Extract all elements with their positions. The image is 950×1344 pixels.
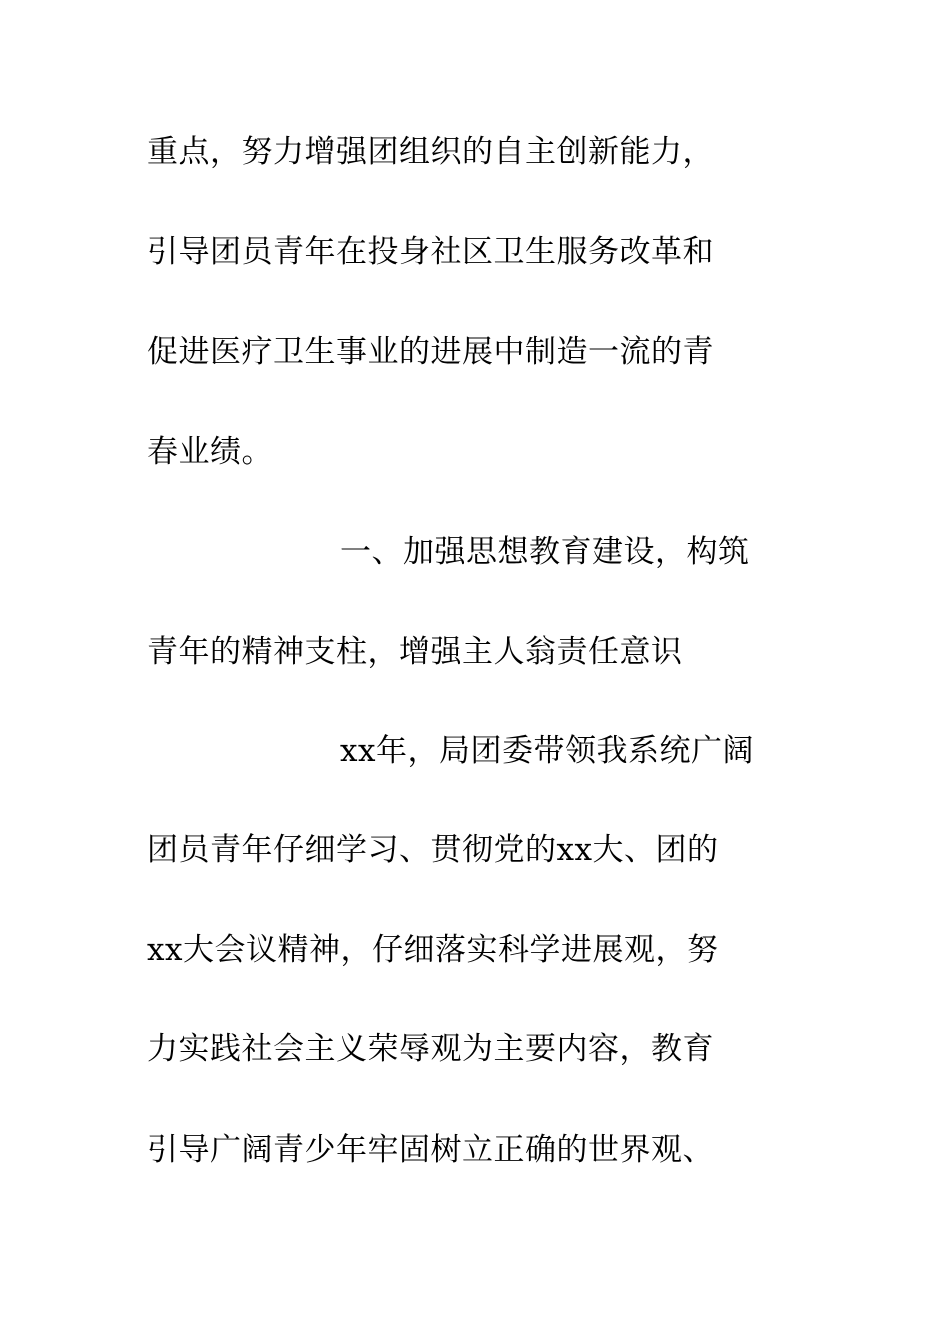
text-line-3: 促进医疗卫生事业的进展中制造一流的青: [147, 334, 714, 370]
paragraph-line-1: xx年，局团委带领我系统广阔: [340, 733, 754, 769]
text-line-1: 重点，努力增强团组织的自主创新能力，: [147, 134, 714, 170]
paragraph-line-5: 引导广阔青少年牢固树立正确的世界观、: [147, 1132, 714, 1168]
section-heading-line-1: 一、加强思想教育建设，构筑: [340, 534, 750, 570]
paragraph-line-2: 团员青年仔细学习、贯彻党的xx大、团的: [147, 832, 719, 868]
paragraph-line-3: xx大会议精神，仔细落实科学进展观，努: [147, 932, 719, 968]
paragraph-line-4: 力实践社会主义荣辱观为主要内容，教育: [147, 1031, 714, 1067]
section-heading-line-2: 青年的精神支柱，增强主人翁责任意识: [147, 634, 683, 670]
text-line-4: 春业绩。: [147, 434, 273, 470]
text-line-2: 引导团员青年在投身社区卫生服务改革和: [147, 234, 714, 270]
